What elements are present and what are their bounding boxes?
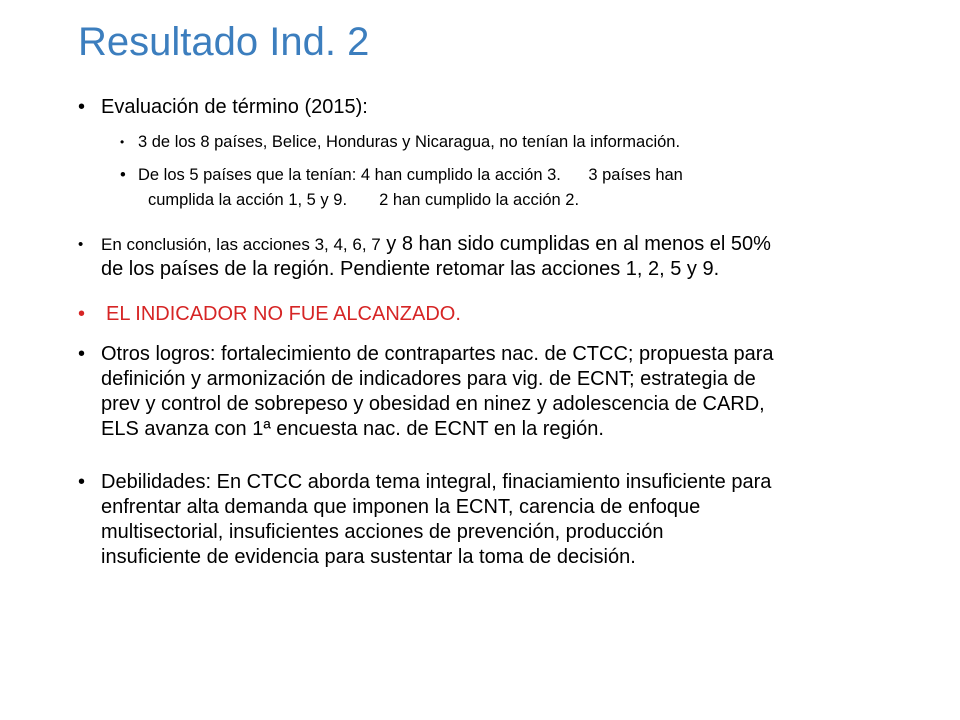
conclusion-item	[78, 232, 771, 282]
bullet-icon: •	[120, 166, 126, 184]
otros-line-2: definición y armonización de indicadores para vig. de ECNT; estrategia de	[101, 368, 756, 390]
conclusion-rest: y 8 han sido cumplidas en al menos el 50%	[380, 233, 771, 255]
bullet-icon: •	[78, 96, 86, 118]
debilidades-line-2: enfrentar alta demanda que imponen la ECNT, carencia de enfoque	[101, 496, 701, 518]
bullet-icon: •	[78, 236, 84, 253]
evaluation-sub2-line2: cumplida la acción 1, 5 y 9. 2 han cumplido la acción 2.	[148, 191, 580, 209]
otros-line-4: ELS avanza con 1ª encuesta nac. de ECNT en la región.	[101, 418, 604, 440]
indicator-item	[78, 302, 461, 327]
conclusion-prefix: En conclusión, las acciones 3, 4, 6, 7	[101, 235, 381, 254]
otros-line-1: Otros logros: fortalecimiento de contrapartes nac. de CTCC; propuesta para	[101, 343, 774, 365]
bullet-icon: •	[78, 343, 86, 365]
bullet-icon: •	[120, 135, 125, 149]
evaluation-sub1	[120, 130, 680, 155]
debilidades-item	[78, 470, 771, 570]
otros-logros-item	[78, 342, 774, 442]
debilidades-line-3: multisectorial, insuficientes acciones de prevención, producción	[101, 521, 664, 543]
evaluation-sub2	[120, 163, 683, 213]
indicator-text: EL INDICADOR NO FUE ALCANZADO.	[106, 303, 461, 325]
evaluation-sub2-line1: De los 5 países que la tenían: 4 han cumplido la acción 3. 3 países han	[138, 166, 683, 184]
bullet-icon: •	[78, 303, 86, 325]
conclusion-line1	[101, 232, 771, 257]
evaluation-heading: Evaluación de término (2015):	[101, 96, 368, 118]
evaluation-item	[78, 95, 368, 120]
slide-title: Resultado Ind. 2	[78, 20, 370, 64]
evaluation-sub1-text: 3 de los 8 países, Belice, Honduras y Nicaragua, no tenían la información.	[138, 133, 681, 151]
debilidades-line-4: insuficiente de evidencia para sustentar la toma de decisión.	[101, 546, 636, 568]
bullet-icon: •	[78, 471, 86, 493]
conclusion-line2: de los países de la región. Pendiente retomar las acciones 1, 2, 5 y 9.	[101, 258, 720, 280]
debilidades-line-1: Debilidades: En CTCC aborda tema integral, finaciamiento insuficiente para	[101, 471, 772, 493]
otros-line-3: prev y control de sobrepeso y obesidad en ninez y adolescencia de CARD,	[101, 393, 765, 415]
